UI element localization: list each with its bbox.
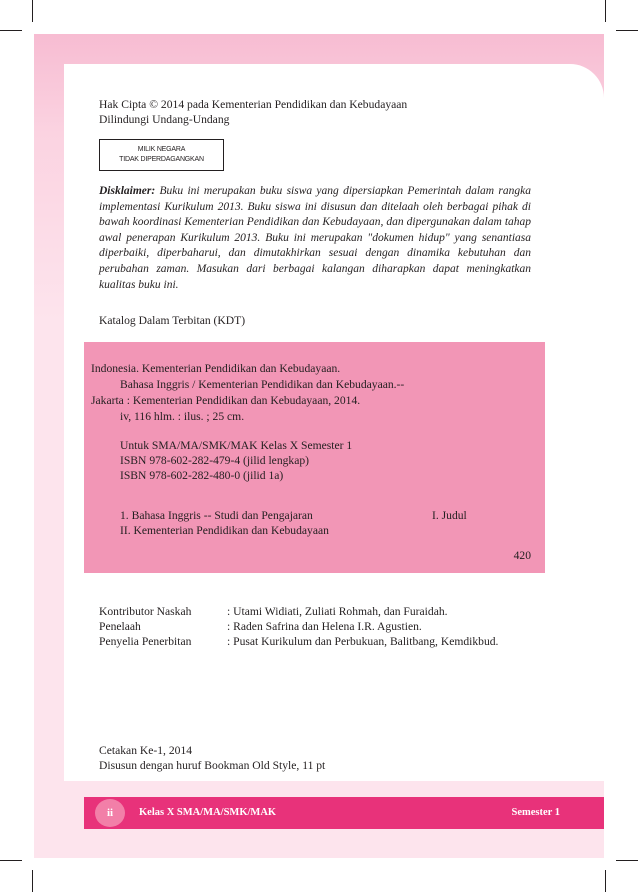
stamp-line-2: TIDAK DIPERDAGANGKAN xyxy=(119,156,204,163)
credit-value-publisher: : Pusat Kurikulum dan Perbukuan, Balitbang, Kemdikbud. xyxy=(227,635,499,648)
catalog-entry-box xyxy=(84,342,545,573)
crop-mark xyxy=(605,870,606,892)
typeface-note: Disusun dengan huruf Bookman Old Style, 11 pt xyxy=(99,759,326,772)
crop-mark xyxy=(616,30,638,31)
crop-mark xyxy=(32,870,33,892)
catalog-subject-1: 1. Bahasa Inggris -- Studi dan Pengajaran xyxy=(120,509,313,522)
disclaimer-text-line: Buku ini merupakan buku siswa yang dipersiapkan Pemerintah dalam rangka xyxy=(155,185,531,197)
catalog-author: Indonesia. Kementerian Pendidikan dan Kebudayaan. xyxy=(91,362,341,375)
state-property-stamp xyxy=(99,139,224,171)
crop-mark xyxy=(0,30,22,31)
catalog-audience: Untuk SMA/MA/SMK/MAK Kelas X Semester 1 xyxy=(120,439,353,452)
disclaimer-text-line: di bawah koordinasi Kementerian Pendidikan dan Kebudayaan, dan dipergunakan dalam xyxy=(99,200,531,229)
protected-by-law-line: Dilindungi Undang-Undang xyxy=(99,113,230,126)
catalog-title: Bahasa Inggris / Kementerian Pendidikan dan Kebudayaan.-- xyxy=(120,378,405,391)
crop-mark xyxy=(0,860,22,861)
print-edition: Cetakan Ke-1, 2014 xyxy=(99,744,193,757)
catalog-description: iv, 116 hlm. : ilus. ; 25 cm. xyxy=(120,410,245,423)
disclaimer-text-line: senantiasa diperbaiki, diperbaharui, dan dimutakhirkan sesuai dengan dinamika kebutuhan xyxy=(99,231,532,260)
footer-semester: Semester 1 xyxy=(511,807,560,818)
disclaimer-text-line: tahap awal penerapan Kurikulum 2013. Buku ini merupakan "dokumen hidup" yang xyxy=(99,216,532,244)
catalog-subject-2: II. Kementerian Pendidikan dan Kebudayaan xyxy=(120,524,329,537)
catalog-class-number: 420 xyxy=(513,549,531,562)
crop-mark xyxy=(616,860,638,861)
disclaimer-text-line: dan perubahan zaman. Masukan dari berbagai kalangan diharapkan dapat meningkatkan xyxy=(99,247,531,275)
crop-mark xyxy=(605,0,606,22)
crop-mark xyxy=(32,0,33,22)
catalog-publisher: Jakarta : Kementerian Pendidikan dan Kebudayaan, 2014. xyxy=(91,394,361,407)
credit-role-reviewer: Penelaah xyxy=(99,620,141,633)
catalog-title-heading: I. Judul xyxy=(432,509,467,522)
credit-role-publisher: Penyelia Penerbitan xyxy=(99,635,192,648)
catalog-heading: Katalog Dalam Terbitan (KDT) xyxy=(99,314,246,327)
disclaimer-paragraph xyxy=(99,184,531,293)
catalog-isbn-volume: ISBN 978-602-282-480-0 (jilid 1a) xyxy=(120,469,284,482)
credit-value-reviewer: : Raden Safrina dan Helena I.R. Agustien. xyxy=(227,620,422,633)
page-number: ii xyxy=(95,799,125,827)
disclaimer-text-line: kualitas buku ini. xyxy=(99,278,179,291)
catalog-isbn-complete: ISBN 978-602-282-479-4 (jilid lengkap) xyxy=(120,454,310,467)
disclaimer-label: Disklaimer: xyxy=(99,185,156,197)
footer-bar xyxy=(84,797,604,829)
stamp-line-1: MILIK NEGARA xyxy=(137,146,186,153)
copyright-line: Hak Cipta © 2014 pada Kementerian Pendidikan dan Kebudayaan xyxy=(99,98,408,111)
credit-role-contributor: Kontributor Naskah xyxy=(99,605,192,618)
disclaimer-text-line: implementasi Kurikulum 2013. Buku siswa ini disusun dan ditelaah oleh berbagai pihak xyxy=(99,200,519,213)
footer-book-title: Kelas X SMA/MA/SMK/MAK xyxy=(139,807,277,818)
credit-value-contributor: : Utami Widiati, Zuliati Rohmah, dan Furaidah. xyxy=(227,605,448,618)
